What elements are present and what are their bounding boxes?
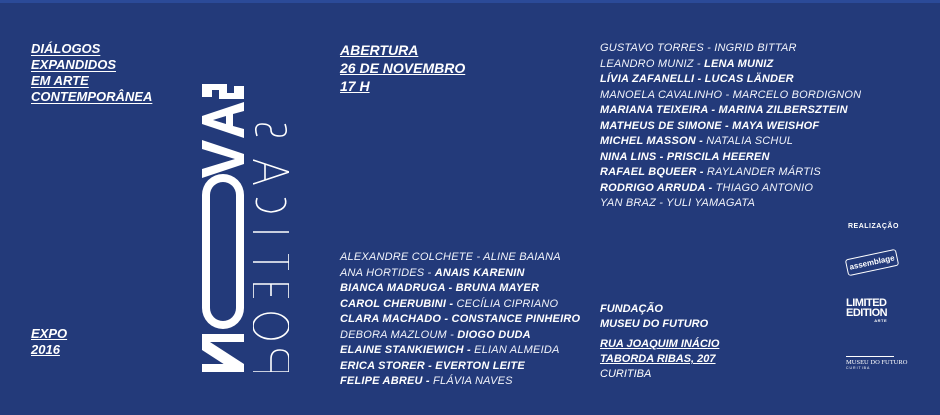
artist-name: GUSTAVO TORRES - INGRID BITTAR	[600, 42, 797, 54]
venue-address	[600, 337, 719, 382]
artist-name: DEBORA MAZLOUM -	[340, 328, 458, 341]
artist-name: BIANCA MADRUGA - BRUNA MAYER	[340, 282, 540, 294]
address-city: CURITIBA	[600, 368, 652, 380]
top-edge-line	[0, 0, 940, 3]
venue-line-1: FUNDAÇÃO	[600, 303, 663, 315]
artist-name: ERICA STORER - EVERTON LEITE	[340, 359, 525, 372]
expo-year	[31, 326, 67, 358]
assemblage-logo	[845, 249, 899, 276]
artist-row	[600, 150, 861, 166]
artist-row	[340, 328, 580, 344]
artist-name: CAROL CHERUBINI -	[340, 297, 457, 310]
venue-name	[600, 302, 708, 332]
opening-time: 17 H	[340, 78, 370, 94]
subtitle-line-1: DIÁLOGOS	[31, 41, 101, 56]
artist-name: CLARA MACHADO - CONSTANCE PINHEIRO	[340, 313, 581, 325]
artist-name: MICHEL MASSON -	[600, 135, 707, 147]
artist-name: LEANDRO MUNIZ -	[600, 57, 705, 70]
artist-name: MATHEUS DE SIMONE - MAYA WEISHOF	[600, 119, 820, 132]
artist-name: ELIAN ALMEIDA	[474, 344, 560, 356]
limited-edition-logo	[846, 298, 887, 323]
artist-row	[340, 297, 580, 313]
limited-line-2: EDITION	[846, 307, 888, 319]
artist-name: THIAGO ANTONIO	[715, 181, 814, 194]
museu-do-futuro-logo	[846, 356, 908, 371]
novas-wordmark	[202, 42, 244, 372]
address-street-2: TABORDA RIBAS, 207	[600, 353, 716, 365]
subtitle-line-4: CONTEMPORÂNEA	[31, 89, 153, 104]
opening-label: ABERTURA	[340, 42, 419, 58]
artist-name: LÍVIA ZAFANELLI - LUCAS LÄNDER	[600, 73, 794, 85]
artist-name: LENA MUNIZ	[704, 57, 774, 70]
opening-info	[340, 41, 465, 95]
museu-logo-name: MUSEU DO FUTURO	[846, 359, 908, 366]
poeticas-wordmark	[253, 42, 289, 372]
artist-name: ELAINE STANKIEWICH -	[340, 344, 475, 356]
artist-name: RAYLANDER MÁRTIS	[706, 166, 821, 178]
expo-label: EXPO	[31, 326, 68, 341]
venue-line-2: MUSEU DO FUTURO	[600, 318, 709, 330]
artist-list-left	[340, 250, 580, 390]
sponsors-label: REALIZAÇÃO	[848, 223, 899, 230]
artist-row	[340, 359, 580, 375]
artist-row	[600, 41, 861, 57]
artist-row	[600, 72, 861, 88]
artist-row	[600, 103, 861, 119]
artist-name: RAFAEL BQUEER -	[600, 166, 707, 178]
artist-name: FELIPE ABREU -	[340, 375, 434, 387]
artist-row	[600, 57, 861, 73]
artist-row	[340, 343, 580, 359]
artist-row	[600, 119, 861, 135]
artist-row	[600, 88, 861, 104]
artist-row	[600, 165, 861, 181]
artist-row	[600, 134, 861, 150]
artist-name: NATALIA SCHUL	[706, 135, 794, 147]
opening-date: 26 DE NOVEMBRO	[340, 60, 466, 76]
subtitle-line-2: EXPANDIDOS	[31, 57, 116, 72]
artist-name: MARIANA TEIXEIRA - MARINA ZILBERSZTEIN	[600, 104, 848, 116]
artist-name: FLÁVIA NAVES	[433, 375, 513, 387]
artist-row	[340, 374, 580, 390]
museu-logo-city: CURITIBA	[846, 366, 871, 370]
artist-name: ANAIS KARENIN	[434, 266, 525, 279]
artist-name: CECÍLIA CIPRIANO	[456, 297, 559, 310]
assemblage-logo-text: assemblage	[848, 253, 896, 272]
artist-row	[340, 250, 580, 266]
artist-name: NINA LINS - PRISCILA HEEREN	[600, 150, 770, 163]
artist-name: DIOGO DUDA	[457, 328, 531, 341]
artist-name: MANOELA CAVALINHO - MARCELO BORDIGNON	[600, 88, 862, 101]
exhibition-subtitle	[31, 41, 152, 105]
museu-logo-rule	[846, 356, 894, 357]
artist-name: YAN BRAZ - YULI YAMAGATA	[600, 197, 755, 209]
subtitle-line-3: EM ARTE	[31, 73, 89, 88]
address-street-1: RUA JOAQUIM INÁCIO	[600, 338, 720, 350]
artist-row	[600, 181, 861, 197]
artist-row	[340, 312, 580, 328]
artist-row	[600, 196, 861, 212]
artist-list-right	[600, 41, 861, 212]
artist-row	[340, 266, 580, 282]
limited-line-1: LIMITED	[846, 297, 887, 309]
artist-name: ALEXANDRE COLCHETE - ALINE BAIANA	[340, 251, 561, 263]
limited-small: ARTE	[874, 318, 888, 323]
expo-year-label: 2016	[31, 342, 60, 357]
artist-row	[340, 281, 580, 297]
artist-name: ANA HORTIDES -	[340, 266, 435, 279]
artist-name: RODRIGO ARRUDA -	[600, 181, 716, 194]
